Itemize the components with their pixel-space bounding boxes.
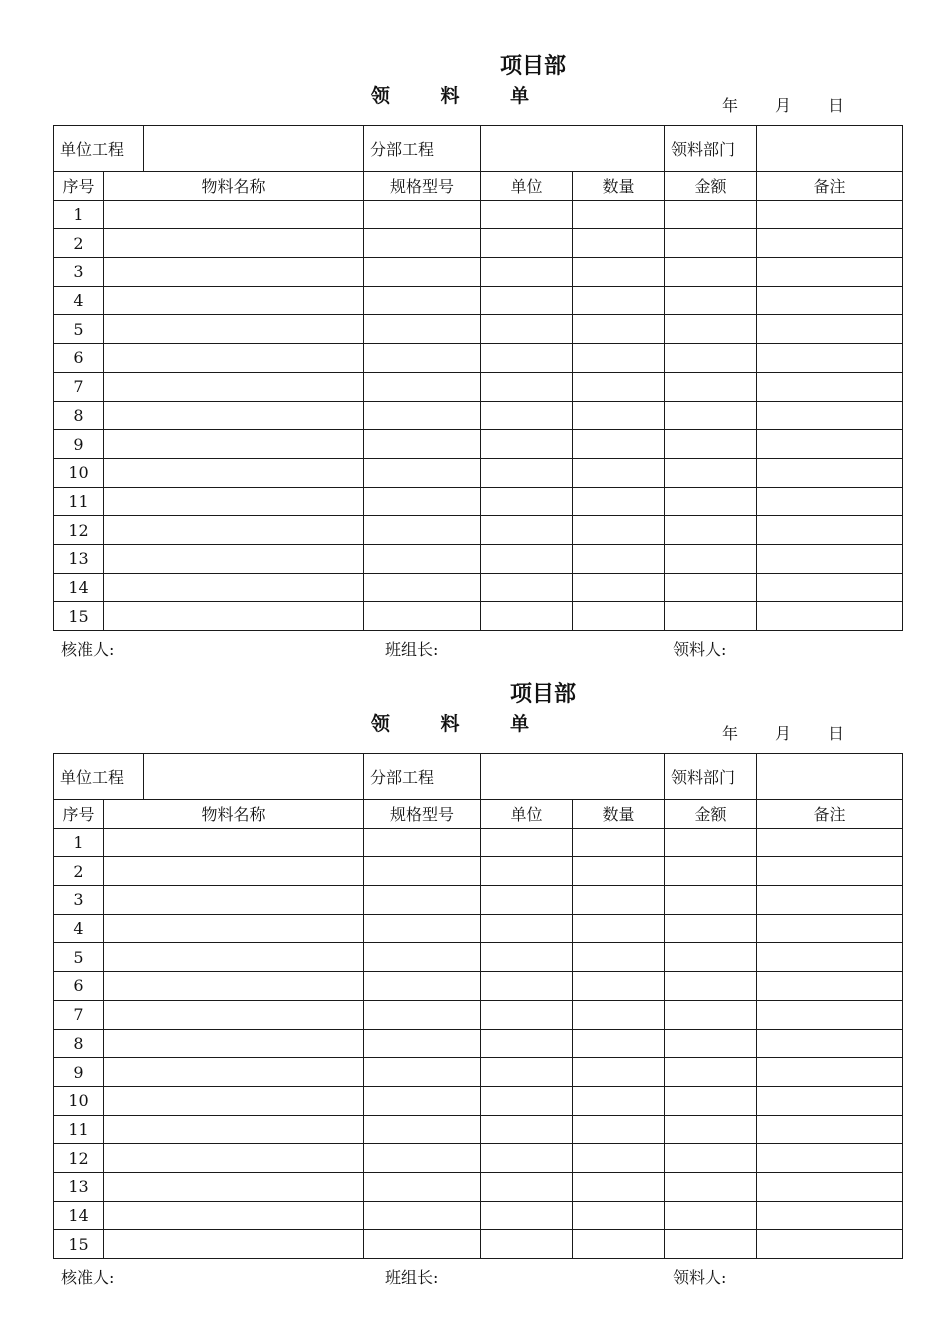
quantity-cell[interactable]: [573, 258, 665, 287]
remarks-cell[interactable]: [757, 1000, 903, 1029]
spec-cell[interactable]: [364, 372, 481, 401]
col-header-material: 物料名称: [104, 800, 364, 829]
requisition-table: [53, 125, 903, 631]
approver-label: 核准人:: [61, 640, 115, 659]
col-header-amount: 金额: [665, 800, 757, 829]
amount-cell[interactable]: [665, 1144, 757, 1173]
row-index: 2: [54, 857, 104, 886]
spec-cell[interactable]: [364, 857, 481, 886]
spec-cell[interactable]: [364, 972, 481, 1001]
remarks-cell[interactable]: [757, 286, 903, 315]
material-name-cell[interactable]: [104, 200, 364, 229]
remarks-cell[interactable]: [757, 487, 903, 516]
unit-cell[interactable]: [481, 258, 573, 287]
quantity-cell[interactable]: [573, 372, 665, 401]
col-header-quantity: 数量: [573, 172, 665, 201]
date-year-label: 年: [722, 96, 739, 115]
table-row: [54, 828, 903, 857]
date-day-label: 日: [828, 724, 845, 743]
unit-cell[interactable]: [481, 344, 573, 373]
amount-cell[interactable]: [665, 1230, 757, 1259]
quantity-cell[interactable]: [573, 516, 665, 545]
quantity-cell[interactable]: [573, 573, 665, 602]
receiver-label: 领料人:: [673, 640, 727, 659]
spec-cell[interactable]: [364, 430, 481, 459]
row-index: 10: [54, 1086, 104, 1115]
material-name-cell[interactable]: [104, 286, 364, 315]
table-row: [54, 1029, 903, 1058]
amount-cell[interactable]: [665, 200, 757, 229]
team-leader-label: 班组长:: [385, 640, 439, 659]
remarks-cell[interactable]: [757, 1230, 903, 1259]
quantity-cell[interactable]: [573, 1058, 665, 1087]
material-name-cell[interactable]: [104, 1029, 364, 1058]
material-name-cell[interactable]: [104, 1058, 364, 1087]
remarks-cell[interactable]: [757, 200, 903, 229]
unit-cell[interactable]: [481, 286, 573, 315]
quantity-cell[interactable]: [573, 828, 665, 857]
row-index: 9: [54, 1058, 104, 1087]
row-index: 2: [54, 229, 104, 258]
amount-cell[interactable]: [665, 372, 757, 401]
table-row: [54, 344, 903, 373]
col-header-unit: 单位: [481, 800, 573, 829]
material-name-cell[interactable]: [104, 828, 364, 857]
unit-cell[interactable]: [481, 372, 573, 401]
row-index: 8: [54, 1029, 104, 1058]
remarks-cell[interactable]: [757, 857, 903, 886]
material-name-cell[interactable]: [104, 1230, 364, 1259]
spec-cell[interactable]: [364, 1115, 481, 1144]
material-name-cell[interactable]: [104, 487, 364, 516]
amount-cell[interactable]: [665, 516, 757, 545]
amount-cell[interactable]: [665, 258, 757, 287]
spec-cell[interactable]: [364, 229, 481, 258]
row-index: 14: [54, 1201, 104, 1230]
material-name-cell[interactable]: [104, 1144, 364, 1173]
quantity-cell[interactable]: [573, 315, 665, 344]
row-index: 11: [54, 487, 104, 516]
quantity-cell[interactable]: [573, 1029, 665, 1058]
material-name-cell[interactable]: [104, 430, 364, 459]
unit-cell[interactable]: [481, 430, 573, 459]
header-row: [54, 800, 903, 829]
amount-cell[interactable]: [665, 1086, 757, 1115]
remarks-cell[interactable]: [757, 372, 903, 401]
receiver-label: 领料人:: [673, 1268, 727, 1287]
row-index: 3: [54, 886, 104, 915]
quantity-cell[interactable]: [573, 344, 665, 373]
table-row: [54, 857, 903, 886]
col-header-material: 物料名称: [104, 172, 364, 201]
remarks-cell[interactable]: [757, 886, 903, 915]
date-day-label: 日: [828, 96, 845, 115]
requisition-form-1: [0, 0, 950, 659]
material-name-cell[interactable]: [104, 573, 364, 602]
row-index: 10: [54, 458, 104, 487]
unit-project-field[interactable]: [144, 754, 364, 800]
quantity-cell[interactable]: [573, 1086, 665, 1115]
material-name-cell[interactable]: [104, 344, 364, 373]
material-name-cell[interactable]: [104, 914, 364, 943]
material-name-cell[interactable]: [104, 401, 364, 430]
quantity-cell[interactable]: [573, 602, 665, 631]
quantity-cell[interactable]: [573, 886, 665, 915]
quantity-cell[interactable]: [573, 1201, 665, 1230]
spec-cell[interactable]: [364, 315, 481, 344]
col-header-index: 序号: [54, 800, 104, 829]
col-header-spec: 规格型号: [364, 172, 481, 201]
amount-cell[interactable]: [665, 828, 757, 857]
amount-cell[interactable]: [665, 430, 757, 459]
row-index: 3: [54, 258, 104, 287]
sub-project-label: 分部工程: [364, 754, 481, 800]
quantity-cell[interactable]: [573, 544, 665, 573]
quantity-cell[interactable]: [573, 1172, 665, 1201]
material-name-cell[interactable]: [104, 516, 364, 545]
table-row: [54, 516, 903, 545]
unit-cell[interactable]: [481, 1172, 573, 1201]
remarks-cell[interactable]: [757, 943, 903, 972]
col-header-spec: 规格型号: [364, 800, 481, 829]
quantity-cell[interactable]: [573, 943, 665, 972]
spec-cell[interactable]: [364, 1201, 481, 1230]
remarks-cell[interactable]: [757, 229, 903, 258]
amount-cell[interactable]: [665, 458, 757, 487]
table-row: [54, 544, 903, 573]
table-row: [54, 886, 903, 915]
unit-cell[interactable]: [481, 886, 573, 915]
row-index: 7: [54, 372, 104, 401]
row-index: 4: [54, 286, 104, 315]
quantity-cell[interactable]: [573, 1000, 665, 1029]
row-index: 1: [54, 200, 104, 229]
unit-cell[interactable]: [481, 857, 573, 886]
material-name-cell[interactable]: [104, 372, 364, 401]
unit-project-field[interactable]: [144, 126, 364, 172]
unit-project-label: 单位工程: [54, 126, 144, 172]
quantity-cell[interactable]: [573, 229, 665, 258]
unit-cell[interactable]: [481, 1058, 573, 1087]
unit-cell[interactable]: [481, 458, 573, 487]
table-row: [54, 286, 903, 315]
spec-cell[interactable]: [364, 1230, 481, 1259]
info-row: [54, 126, 903, 172]
project-title: 项目部: [499, 54, 566, 79]
unit-cell[interactable]: [481, 1230, 573, 1259]
col-header-remarks: 备注: [757, 800, 903, 829]
col-header-quantity: 数量: [573, 800, 665, 829]
quantity-cell[interactable]: [573, 458, 665, 487]
spec-cell[interactable]: [364, 458, 481, 487]
table-row: [54, 1058, 903, 1087]
remarks-cell[interactable]: [757, 602, 903, 631]
amount-cell[interactable]: [665, 1058, 757, 1087]
remarks-cell[interactable]: [757, 401, 903, 430]
amount-cell[interactable]: [665, 544, 757, 573]
requisition-form-2: [0, 628, 950, 1287]
row-index: 5: [54, 943, 104, 972]
table-row: [54, 1172, 903, 1201]
requisition-dept-label: 领料部门: [665, 754, 757, 800]
row-index: 7: [54, 1000, 104, 1029]
unit-cell[interactable]: [481, 914, 573, 943]
unit-cell[interactable]: [481, 1029, 573, 1058]
amount-cell[interactable]: [665, 1000, 757, 1029]
material-name-cell[interactable]: [104, 602, 364, 631]
table-row: [54, 487, 903, 516]
remarks-cell[interactable]: [757, 1201, 903, 1230]
date-year-label: 年: [722, 724, 739, 743]
spec-cell[interactable]: [364, 1144, 481, 1173]
sub-project-field[interactable]: [481, 754, 665, 800]
spec-cell[interactable]: [364, 1172, 481, 1201]
table-row: [54, 1230, 903, 1259]
unit-cell[interactable]: [481, 1115, 573, 1144]
remarks-cell[interactable]: [757, 516, 903, 545]
row-index: 5: [54, 315, 104, 344]
material-name-cell[interactable]: [104, 972, 364, 1001]
unit-cell[interactable]: [481, 1086, 573, 1115]
date-month-label: 月: [775, 96, 792, 115]
spec-cell[interactable]: [364, 258, 481, 287]
approver-label: 核准人:: [61, 1268, 115, 1287]
remarks-cell[interactable]: [757, 1115, 903, 1144]
project-title: 项目部: [509, 682, 576, 707]
material-name-cell[interactable]: [104, 1000, 364, 1029]
material-name-cell[interactable]: [104, 258, 364, 287]
quantity-cell[interactable]: [573, 286, 665, 315]
sub-project-field[interactable]: [481, 126, 665, 172]
material-name-cell[interactable]: [104, 229, 364, 258]
material-name-cell[interactable]: [104, 544, 364, 573]
form-title: 领 料 单: [370, 85, 552, 107]
spec-cell[interactable]: [364, 573, 481, 602]
quantity-cell[interactable]: [573, 430, 665, 459]
table-row: [54, 1115, 903, 1144]
quantity-cell[interactable]: [573, 401, 665, 430]
amount-cell[interactable]: [665, 286, 757, 315]
remarks-cell[interactable]: [757, 544, 903, 573]
date-month-label: 月: [775, 724, 792, 743]
unit-cell[interactable]: [481, 516, 573, 545]
remarks-cell[interactable]: [757, 258, 903, 287]
spec-cell[interactable]: [364, 943, 481, 972]
amount-cell[interactable]: [665, 1172, 757, 1201]
row-index: 15: [54, 1230, 104, 1259]
amount-cell[interactable]: [665, 229, 757, 258]
quantity-cell[interactable]: [573, 857, 665, 886]
col-header-index: 序号: [54, 172, 104, 201]
remarks-cell[interactable]: [757, 344, 903, 373]
material-name-cell[interactable]: [104, 886, 364, 915]
table-row: [54, 430, 903, 459]
row-index: 4: [54, 914, 104, 943]
remarks-cell[interactable]: [757, 1172, 903, 1201]
unit-cell[interactable]: [481, 573, 573, 602]
amount-cell[interactable]: [665, 573, 757, 602]
remarks-cell[interactable]: [757, 972, 903, 1001]
quantity-cell[interactable]: [573, 487, 665, 516]
amount-cell[interactable]: [665, 401, 757, 430]
row-index: 6: [54, 972, 104, 1001]
table-row: [54, 972, 903, 1001]
material-name-cell[interactable]: [104, 1201, 364, 1230]
col-header-unit: 单位: [481, 172, 573, 201]
remarks-cell[interactable]: [757, 1086, 903, 1115]
material-name-cell[interactable]: [104, 1172, 364, 1201]
table-row: [54, 200, 903, 229]
requisition-dept-label: 领料部门: [665, 126, 757, 172]
remarks-cell[interactable]: [757, 1058, 903, 1087]
remarks-cell[interactable]: [757, 1144, 903, 1173]
table-row: [54, 573, 903, 602]
row-index: 12: [54, 1144, 104, 1173]
amount-cell[interactable]: [665, 1115, 757, 1144]
table-row: [54, 1000, 903, 1029]
row-index: 13: [54, 1172, 104, 1201]
material-name-cell[interactable]: [104, 1115, 364, 1144]
table-row: [54, 458, 903, 487]
amount-cell[interactable]: [665, 1029, 757, 1058]
spec-cell[interactable]: [364, 914, 481, 943]
amount-cell[interactable]: [665, 344, 757, 373]
quantity-cell[interactable]: [573, 914, 665, 943]
remarks-cell[interactable]: [757, 430, 903, 459]
unit-cell[interactable]: [481, 943, 573, 972]
remarks-cell[interactable]: [757, 1029, 903, 1058]
amount-cell[interactable]: [665, 315, 757, 344]
spec-cell[interactable]: [364, 1029, 481, 1058]
amount-cell[interactable]: [665, 914, 757, 943]
spec-cell[interactable]: [364, 401, 481, 430]
remarks-cell[interactable]: [757, 914, 903, 943]
unit-cell[interactable]: [481, 972, 573, 1001]
unit-cell[interactable]: [481, 544, 573, 573]
table-row: [54, 1086, 903, 1115]
unit-cell[interactable]: [481, 200, 573, 229]
requisition-dept-field[interactable]: [757, 754, 903, 800]
row-index: 12: [54, 516, 104, 545]
quantity-cell[interactable]: [573, 972, 665, 1001]
spec-cell[interactable]: [364, 487, 481, 516]
unit-cell[interactable]: [481, 401, 573, 430]
table-row: [54, 602, 903, 631]
row-index: 13: [54, 544, 104, 573]
unit-project-label: 单位工程: [54, 754, 144, 800]
material-name-cell[interactable]: [104, 943, 364, 972]
amount-cell[interactable]: [665, 1201, 757, 1230]
col-header-remarks: 备注: [757, 172, 903, 201]
spec-cell[interactable]: [364, 602, 481, 631]
row-index: 6: [54, 344, 104, 373]
unit-cell[interactable]: [481, 229, 573, 258]
quantity-cell[interactable]: [573, 1115, 665, 1144]
unit-cell[interactable]: [481, 1000, 573, 1029]
table-row: [54, 401, 903, 430]
spec-cell[interactable]: [364, 1058, 481, 1087]
table-row: [54, 1144, 903, 1173]
material-name-cell[interactable]: [104, 458, 364, 487]
remarks-cell[interactable]: [757, 828, 903, 857]
quantity-cell[interactable]: [573, 200, 665, 229]
table-row: [54, 258, 903, 287]
table-row: [54, 315, 903, 344]
spec-cell[interactable]: [364, 828, 481, 857]
remarks-cell[interactable]: [757, 573, 903, 602]
header-row: [54, 172, 903, 201]
team-leader-label: 班组长:: [385, 1268, 439, 1287]
spec-cell[interactable]: [364, 1000, 481, 1029]
unit-cell[interactable]: [481, 602, 573, 631]
sub-project-label: 分部工程: [364, 126, 481, 172]
quantity-cell[interactable]: [573, 1144, 665, 1173]
spec-cell[interactable]: [364, 886, 481, 915]
spec-cell[interactable]: [364, 1086, 481, 1115]
row-index: 1: [54, 828, 104, 857]
quantity-cell[interactable]: [573, 1230, 665, 1259]
table-row: [54, 229, 903, 258]
amount-cell[interactable]: [665, 972, 757, 1001]
unit-cell[interactable]: [481, 1201, 573, 1230]
amount-cell[interactable]: [665, 487, 757, 516]
material-name-cell[interactable]: [104, 315, 364, 344]
unit-cell[interactable]: [481, 315, 573, 344]
material-name-cell[interactable]: [104, 857, 364, 886]
spec-cell[interactable]: [364, 544, 481, 573]
amount-cell[interactable]: [665, 857, 757, 886]
form-title: 领 料 单: [370, 713, 552, 735]
table-row: [54, 943, 903, 972]
row-index: 15: [54, 602, 104, 631]
amount-cell[interactable]: [665, 602, 757, 631]
table-row: [54, 372, 903, 401]
amount-cell[interactable]: [665, 943, 757, 972]
amount-cell[interactable]: [665, 886, 757, 915]
unit-cell[interactable]: [481, 828, 573, 857]
spec-cell[interactable]: [364, 200, 481, 229]
unit-cell[interactable]: [481, 487, 573, 516]
row-index: 8: [54, 401, 104, 430]
info-row: [54, 754, 903, 800]
requisition-table: [53, 753, 903, 1259]
table-row: [54, 914, 903, 943]
unit-cell[interactable]: [481, 1144, 573, 1173]
spec-cell[interactable]: [364, 344, 481, 373]
material-name-cell[interactable]: [104, 1086, 364, 1115]
spec-cell[interactable]: [364, 516, 481, 545]
row-index: 11: [54, 1115, 104, 1144]
spec-cell[interactable]: [364, 286, 481, 315]
col-header-amount: 金额: [665, 172, 757, 201]
table-row: [54, 1201, 903, 1230]
remarks-cell[interactable]: [757, 458, 903, 487]
row-index: 9: [54, 430, 104, 459]
requisition-dept-field[interactable]: [757, 126, 903, 172]
remarks-cell[interactable]: [757, 315, 903, 344]
row-index: 14: [54, 573, 104, 602]
